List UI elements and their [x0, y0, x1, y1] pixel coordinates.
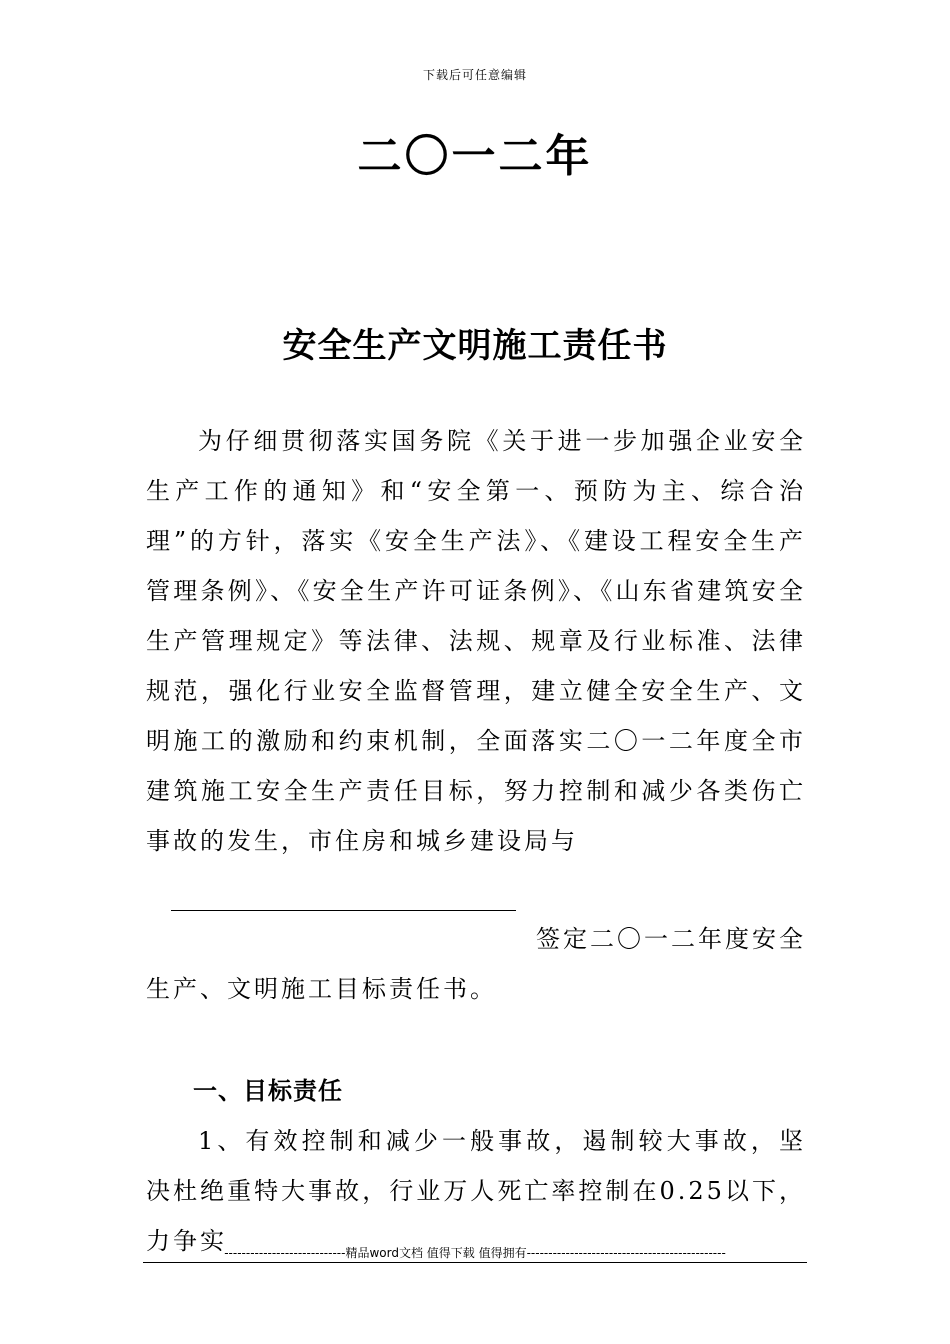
signing-text-continued: 生产、文明施工目标责任书。 [146, 975, 497, 1003]
document-title: 安全生产文明施工责任书 [282, 326, 668, 366]
section-heading: 一、目标责任 [193, 1077, 343, 1105]
signing-text: 签定二〇一二年度安全 [536, 925, 806, 953]
intro-paragraph: 为仔细贯彻落实国务院《关于进一步加强企业安全生产工作的通知》和“安全第一、预防为主、综合治理”的方针，落实《安全生产法》、《建设工程安全生产管理条例》、《安全生产许可证条例》、《山东省建筑安全生产管理规定》等法律、法规、规章及行业标准、法律规范，强化行业安全监督管理，建立健全安全生产、文明施工的激励和约束机制，全面落实二〇一二年度全市建筑施工安全生产责任目标，努力控制和减少各类伤亡事故的发生，市住房和城乡建设局与 [146, 427, 806, 855]
header-note: 下载后可任意编辑 [422, 68, 527, 82]
footer-text: ----------------------------精品word文档 值得下载 值得拥有---------------------------------------------- [224, 1246, 726, 1260]
year-title: 二〇一二年 [357, 131, 593, 182]
item-1-paragraph: 1、有效控制和减少一般事故，遏制较大事故，坚决杜绝重特大事故，行业万人死亡率控制在0.25以下，力争实 [146, 1127, 806, 1255]
signatory-blank-line [171, 910, 516, 911]
footer-rule [143, 1262, 807, 1263]
